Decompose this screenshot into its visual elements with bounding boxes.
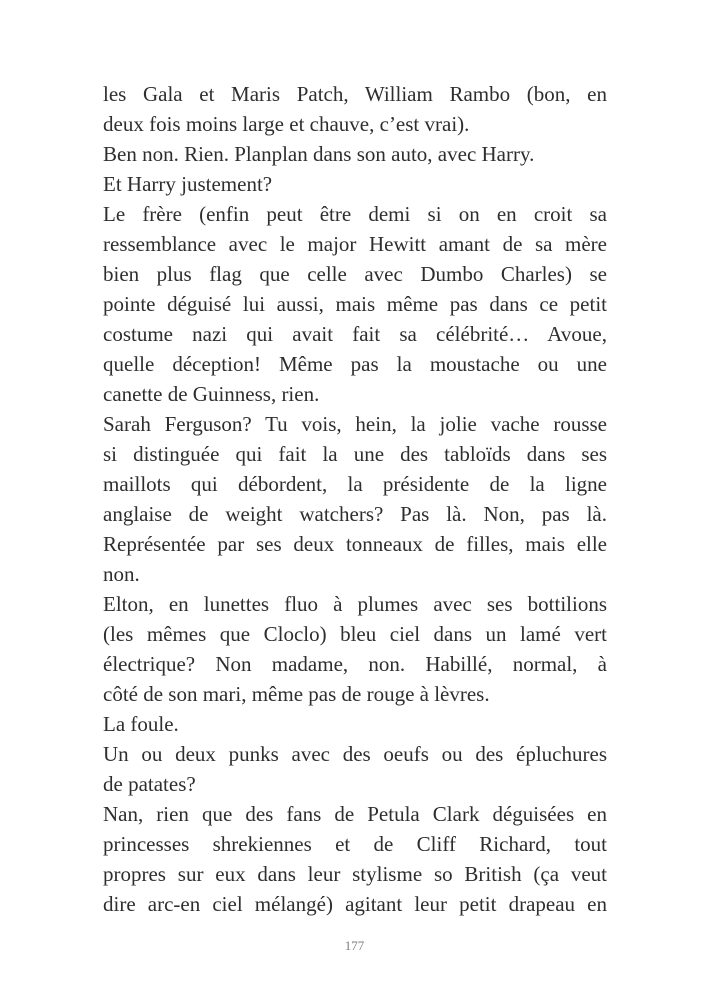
text-line: Et Harry justement? — [103, 172, 273, 196]
text-line: (les mêmes que Cloclo) bleu ciel dans un lamé vert — [103, 622, 607, 646]
text-line: deux fois moins large et chauve, c’est vrai). — [103, 112, 470, 136]
text-line: Le frère (enfin peut être demi si on en croit sa — [103, 202, 607, 226]
text-line: Un ou deux punks avec des oeufs ou des épluchures — [103, 742, 607, 766]
text-line: électrique? Non madame, non. Habillé, normal, à — [103, 652, 607, 676]
text-line: si distinguée qui fait la une des tabloïds dans ses — [103, 442, 607, 466]
text-line: Nan, rien que des fans de Petula Clark déguisées en — [103, 802, 607, 826]
text-line: pointe déguisé lui aussi, mais même pas dans ce petit — [103, 292, 607, 316]
text-line: dire arc-en ciel mélangé) agitant leur petit drapeau en — [103, 892, 607, 916]
text-line: ressemblance avec le major Hewitt amant de sa mère — [103, 232, 607, 256]
text-line: de patates? — [103, 772, 196, 796]
text-line: anglaise de weight watchers? Pas là. Non, pas là. — [103, 502, 607, 526]
page-number: 177 — [344, 938, 365, 953]
text-line: les Gala et Maris Patch, William Rambo (bon, en — [103, 82, 607, 106]
text-line: costume nazi qui avait fait sa célébrité… Avoue, — [103, 322, 607, 346]
text-line: Sarah Ferguson? Tu vois, hein, la jolie vache rousse — [103, 412, 607, 436]
text-line: princesses shrekiennes et de Cliff Richard, tout — [103, 832, 607, 856]
text-line: côté de son mari, même pas de rouge à lèvres. — [103, 682, 490, 706]
text-line: bien plus flag que celle avec Dumbo Charles) se — [103, 262, 607, 286]
text-line: canette de Guinness, rien. — [103, 382, 320, 406]
text-line: La foule. — [103, 712, 179, 736]
text-line: maillots qui débordent, la présidente de la ligne — [103, 472, 607, 496]
text-block — [103, 79, 607, 919]
text-line: propres sur eux dans leur stylisme so British (ça veut — [103, 862, 607, 886]
text-line: quelle déception! Même pas la moustache ou une — [103, 352, 607, 376]
text-line: Ben non. Rien. Planplan dans son auto, avec Harry. — [103, 142, 535, 166]
text-line: Elton, en lunettes fluo à plumes avec ses bottilions — [103, 592, 607, 616]
text-line: Représentée par ses deux tonneaux de filles, mais elle — [103, 532, 607, 556]
text-line: non. — [103, 562, 140, 586]
